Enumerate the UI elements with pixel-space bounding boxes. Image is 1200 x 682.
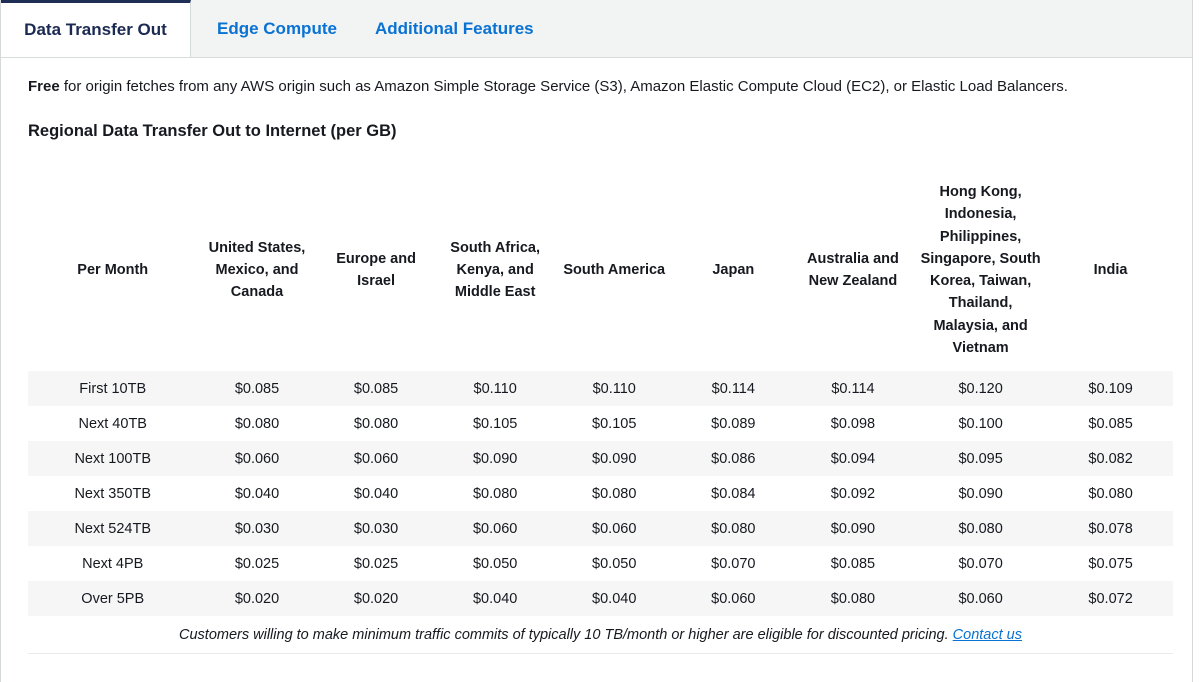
price-cell: $0.020 — [234, 590, 280, 607]
price-cell: $0.080 — [1088, 485, 1133, 502]
price-cell: $0.105 — [592, 415, 637, 432]
price-cell: $0.080 — [592, 485, 637, 502]
price-cell: $0.060 — [353, 450, 399, 467]
col-header-australia-nz: Australia and New Zealand — [807, 250, 899, 290]
price-cell: $0.072 — [1088, 590, 1133, 607]
price-cell: $0.098 — [830, 415, 876, 432]
price-cell: $0.110 — [592, 380, 636, 397]
price-cell: $0.060 — [472, 520, 518, 537]
price-cell: $0.082 — [1088, 450, 1133, 467]
price-cell: $0.109 — [1088, 380, 1133, 397]
col-header-us-mexico-canada: United States, Mexico, and Canada — [208, 239, 306, 301]
tier-cell: Next 524TB — [74, 520, 152, 537]
tier-cell: Over 5PB — [81, 590, 145, 607]
price-cell: $0.080 — [353, 415, 399, 432]
price-cell: $0.040 — [592, 590, 637, 607]
price-cell: $0.100 — [958, 415, 1003, 432]
price-cell: $0.085 — [234, 380, 280, 397]
tier-cell: Next 40TB — [78, 415, 147, 432]
tab-additional-features[interactable]: Additional Features — [374, 18, 534, 38]
price-cell: $0.030 — [234, 520, 280, 537]
pricing-tabs — [1, 0, 1192, 58]
free-rest: for origin fetches from any AWS origin such as Amazon Simple Storage Service (S3), Amazon Elastic Compute Cloud (EC2), or Elastic Load Balancers. — [59, 78, 1068, 95]
price-cell: $0.075 — [1088, 555, 1133, 572]
table-row — [28, 511, 1173, 546]
col-header-africa-middle-east: South Africa, Kenya, and Middle East — [450, 239, 540, 301]
contact-us-link[interactable]: Contact us — [952, 627, 1022, 644]
price-cell: $0.030 — [353, 520, 399, 537]
price-cell: $0.060 — [711, 590, 756, 607]
price-cell: $0.086 — [711, 450, 756, 467]
price-cell: $0.060 — [592, 520, 637, 537]
price-cell: $0.078 — [1088, 520, 1133, 537]
col-header-asia-pacific: Hong Kong, Indonesia, Philippines, Singapore, South Korea, Taiwan, Thailand, Malaysia, and Vietnam — [920, 184, 1041, 357]
price-cell: $0.080 — [234, 415, 280, 432]
section-title: Regional Data Transfer Out to Internet (per GB) — [28, 122, 397, 140]
col-header-south-america: South America — [563, 262, 666, 279]
table-row — [28, 476, 1173, 511]
table-row — [28, 406, 1173, 441]
price-cell: $0.040 — [234, 485, 280, 502]
price-cell: $0.080 — [958, 520, 1003, 537]
price-cell: $0.080 — [711, 520, 756, 537]
price-cell: $0.080 — [830, 590, 876, 607]
tier-cell: First 10TB — [79, 380, 147, 397]
col-header-japan: Japan — [712, 262, 755, 279]
discount-footnote — [28, 627, 1173, 643]
tier-cell: Next 350TB — [74, 485, 152, 502]
price-cell: $0.060 — [958, 590, 1003, 607]
price-cell: $0.050 — [592, 555, 637, 572]
price-cell: $0.070 — [711, 555, 756, 572]
free-origin-fetch-note — [28, 77, 1172, 97]
price-cell: $0.025 — [234, 555, 280, 572]
price-cell: $0.070 — [958, 555, 1003, 572]
tier-cell: Next 100TB — [74, 450, 152, 467]
price-cell: $0.040 — [353, 485, 399, 502]
table-row — [28, 371, 1173, 406]
price-cell: $0.050 — [472, 555, 518, 572]
table-row — [28, 546, 1173, 581]
price-cell: $0.114 — [711, 380, 755, 397]
price-cell: $0.089 — [711, 415, 756, 432]
col-header-europe-israel: Europe and Israel — [336, 250, 416, 290]
price-cell: $0.105 — [472, 415, 518, 432]
price-cell: $0.085 — [353, 380, 399, 397]
tab-content — [1, 77, 1192, 654]
price-cell: $0.120 — [958, 380, 1003, 397]
price-cell: $0.084 — [711, 485, 756, 502]
price-cell: $0.020 — [353, 590, 399, 607]
tab-data-transfer-out[interactable]: Data Transfer Out — [1, 0, 191, 57]
price-cell: $0.090 — [830, 520, 876, 537]
regional-pricing-table — [28, 169, 1173, 616]
price-cell: $0.090 — [958, 485, 1003, 502]
price-cell: $0.085 — [830, 555, 876, 572]
footnote-text: Customers willing to make minimum traffic commits of typically 10 TB/month or higher are eligible for discounted pricing. — [179, 627, 949, 644]
price-cell: $0.095 — [958, 450, 1003, 467]
price-cell: $0.085 — [1088, 415, 1133, 432]
price-cell: $0.092 — [830, 485, 876, 502]
free-lead: Free — [28, 78, 60, 95]
tab-edge-compute[interactable]: Edge Compute — [217, 18, 337, 38]
tier-cell: Next 4PB — [82, 555, 144, 572]
price-cell: $0.094 — [830, 450, 876, 467]
col-header-per-month: Per Month — [77, 262, 149, 279]
price-cell: $0.114 — [831, 380, 875, 397]
price-cell: $0.090 — [592, 450, 637, 467]
section-divider — [28, 653, 1173, 654]
price-cell: $0.025 — [353, 555, 399, 572]
price-cell: $0.080 — [472, 485, 518, 502]
price-cell: $0.090 — [472, 450, 518, 467]
table-row — [28, 581, 1173, 616]
table-header-row — [28, 169, 1173, 371]
price-cell: $0.110 — [473, 380, 517, 397]
price-cell: $0.060 — [234, 450, 280, 467]
price-cell: $0.040 — [472, 590, 518, 607]
table-row — [28, 441, 1173, 476]
col-header-india: India — [1093, 262, 1128, 279]
